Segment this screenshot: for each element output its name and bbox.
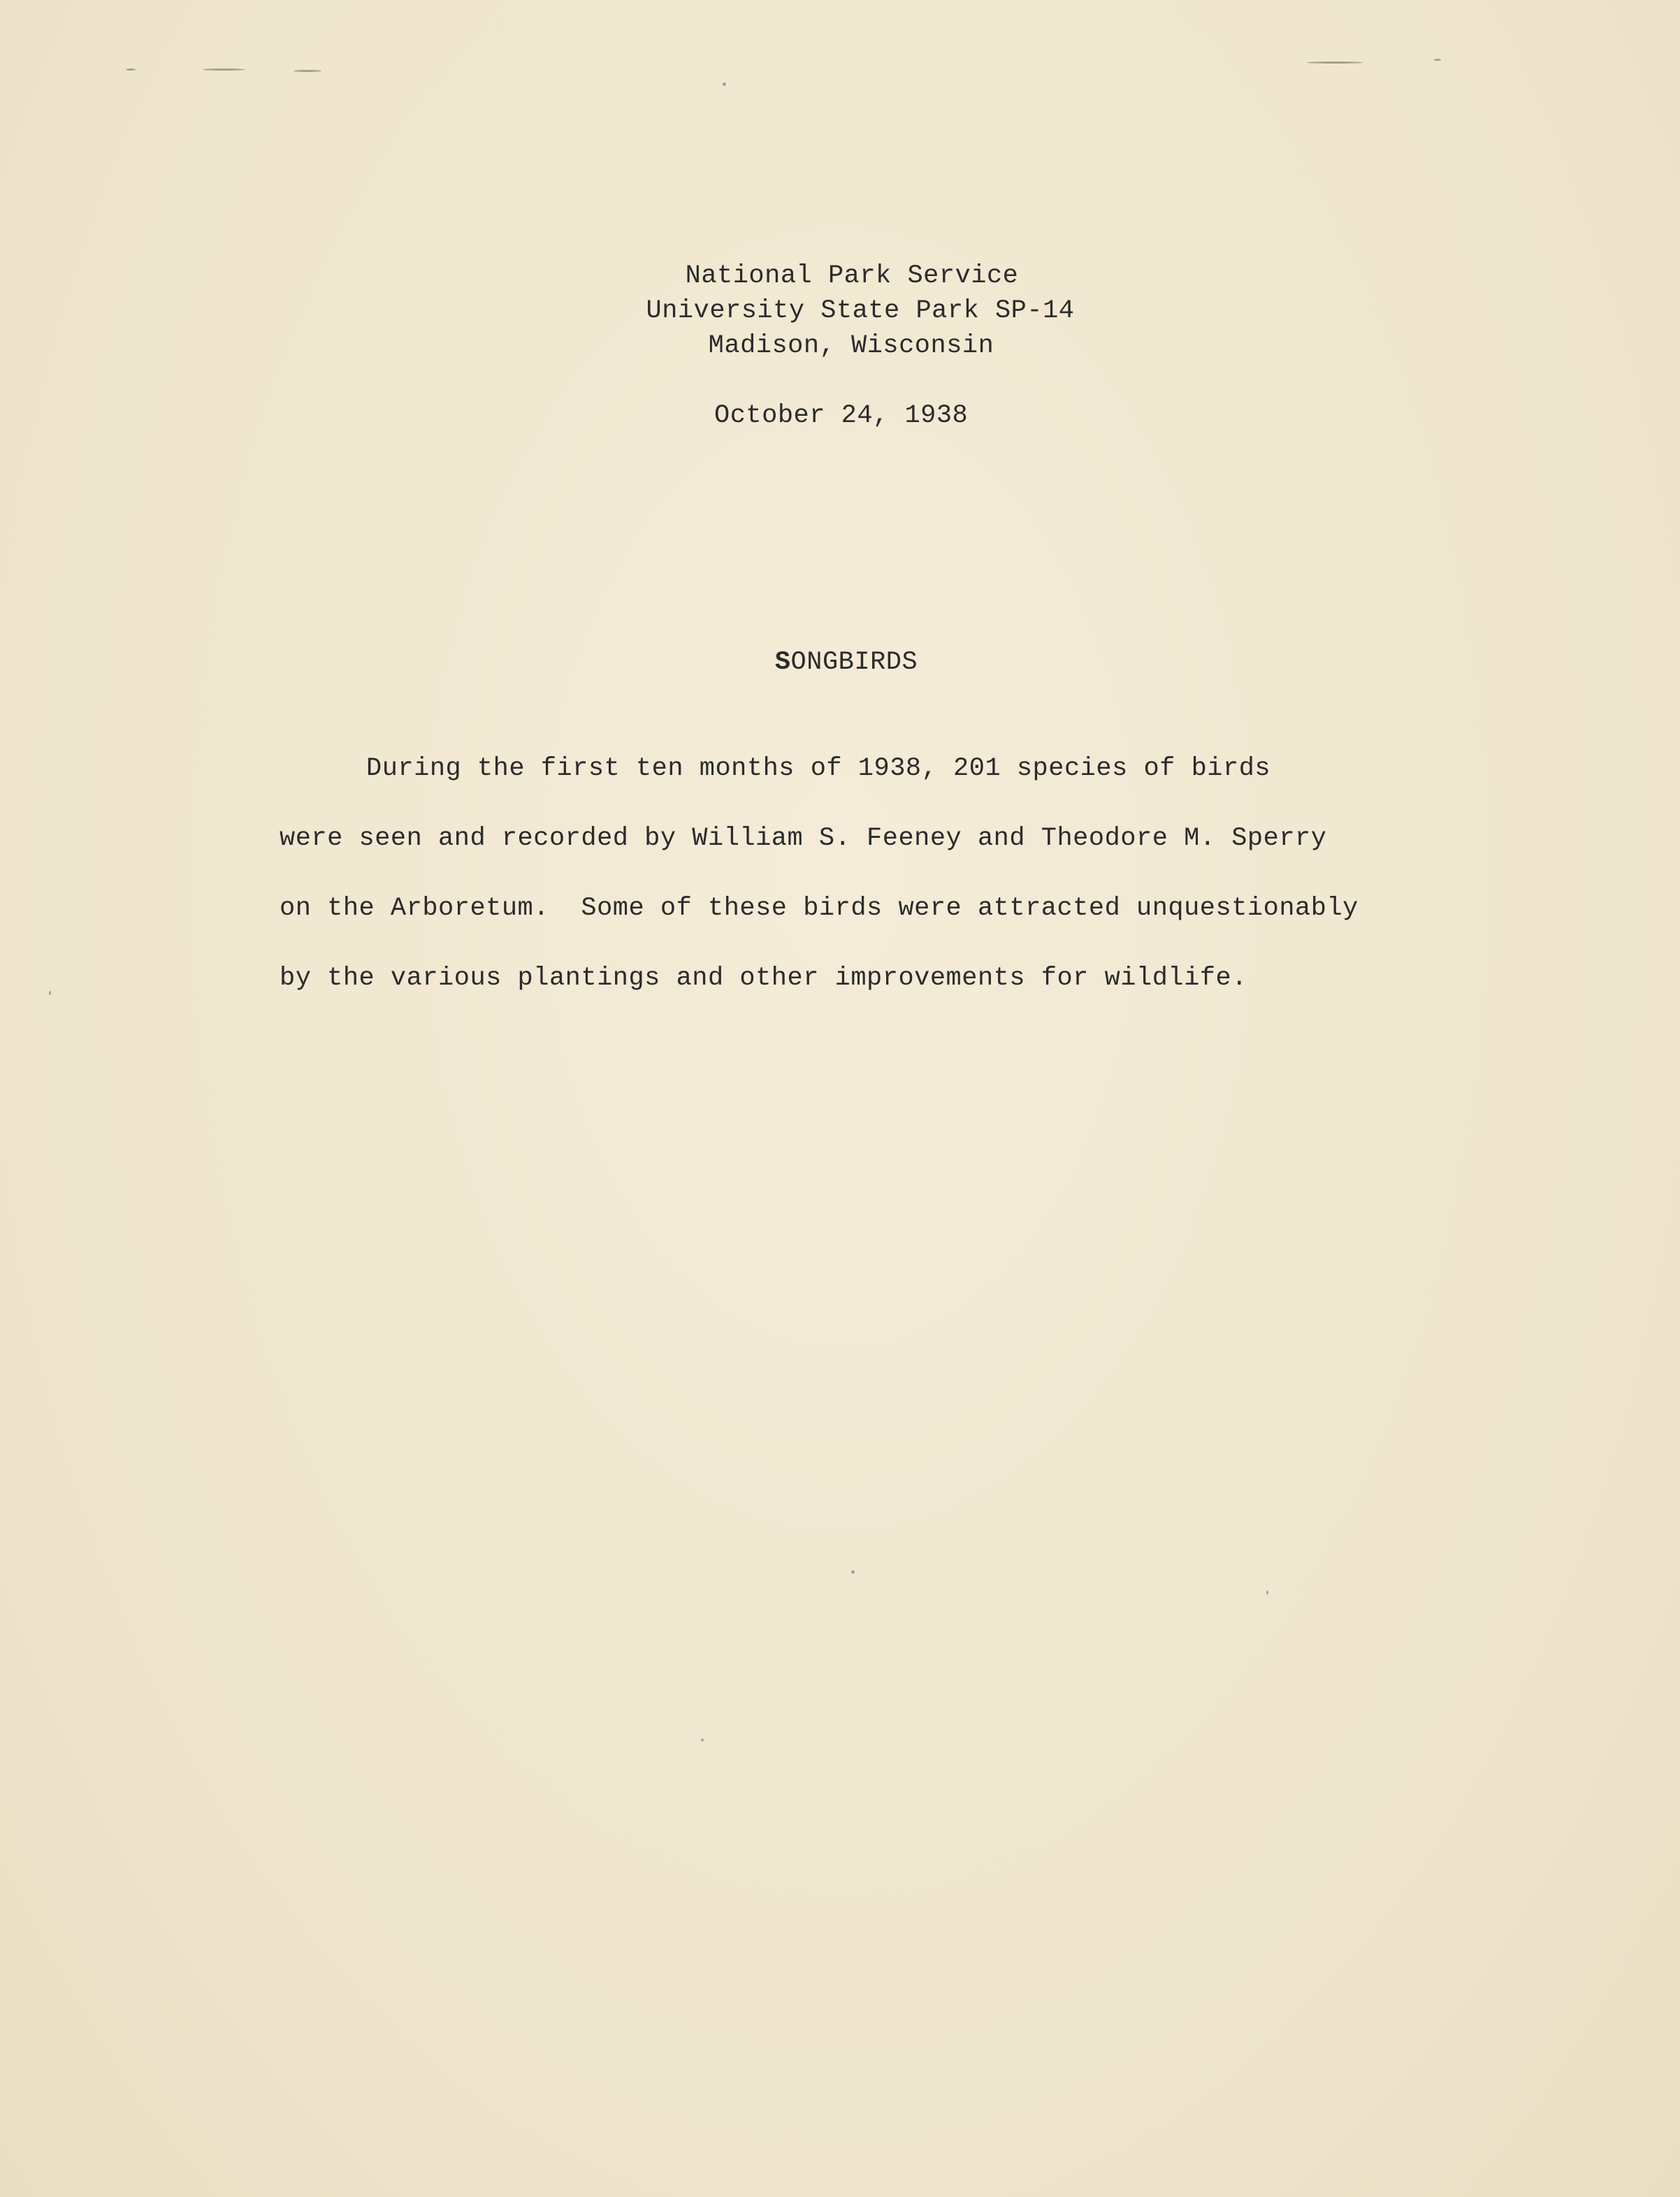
paper-speck <box>851 1570 855 1574</box>
paper-speck <box>49 991 51 995</box>
paper-speck <box>1266 1590 1268 1595</box>
body-line: were seen and recorded by William S. Feeney and Theodore M. Sperry <box>280 824 1327 853</box>
paper-speck <box>126 68 136 71</box>
body-line: on the Arboretum. Some of these birds were attracted unquestionably <box>280 894 1359 923</box>
paper-speck <box>1307 61 1363 64</box>
letterhead-park: University State Park SP-14 <box>646 296 1075 326</box>
letterhead-organization: National Park Service <box>685 261 1019 291</box>
heading-initial: S <box>774 648 791 677</box>
paper-speck <box>723 82 726 86</box>
paper-speck <box>294 70 321 72</box>
body-line: During the first ten months of 1938, 201 species of birds <box>366 754 1271 783</box>
body-paragraph <box>280 748 1482 1027</box>
body-line: by the various plantings and other improvements for wildlife. <box>280 964 1247 993</box>
paper-speck <box>1434 59 1441 61</box>
paper-speck <box>203 68 245 71</box>
document-date: October 24, 1938 <box>714 401 969 430</box>
letterhead-location: Madison, Wisconsin <box>708 331 994 361</box>
heading-rest: ONGBIRDS <box>790 648 918 677</box>
section-heading <box>711 610 918 715</box>
letterhead <box>0 259 1680 363</box>
paper-speck <box>701 1739 704 1741</box>
